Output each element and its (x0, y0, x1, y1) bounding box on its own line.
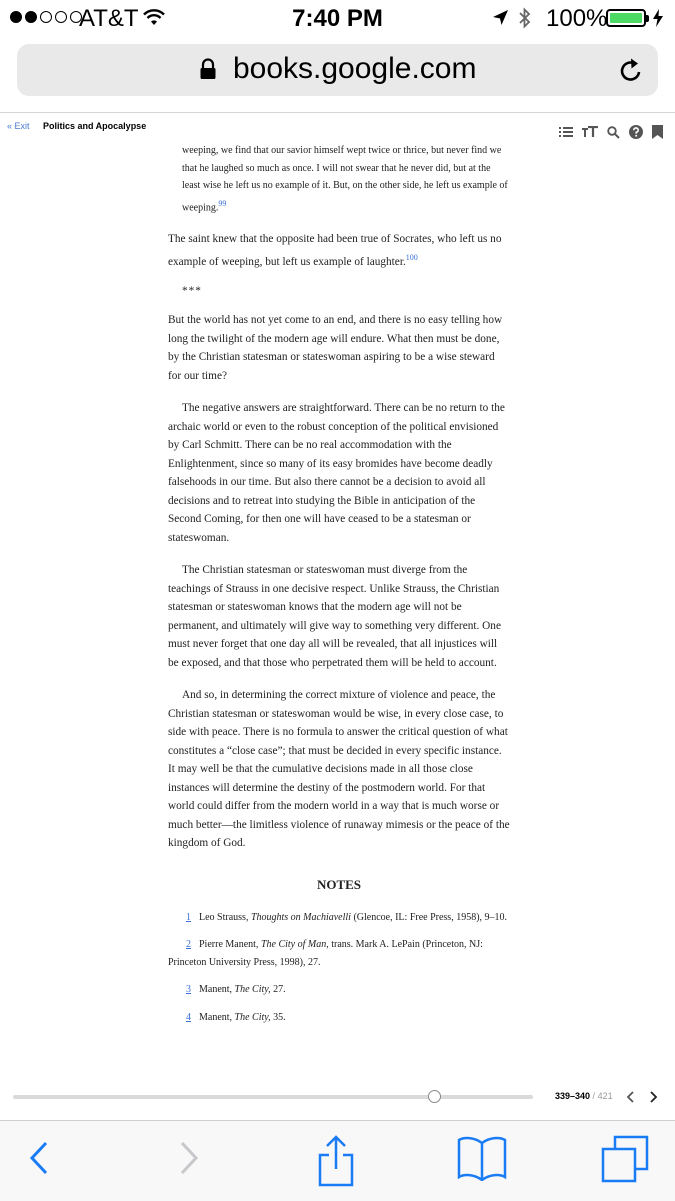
bookmarks-icon[interactable] (456, 1135, 508, 1181)
url-text[interactable]: books.google.com (232, 52, 477, 85)
note-title: The City of Man, (260, 939, 329, 951)
share-icon[interactable] (316, 1135, 356, 1187)
total-pages: 421 (597, 1091, 613, 1101)
paragraph (168, 230, 510, 271)
contents-list-icon[interactable] (559, 126, 573, 138)
progress-track[interactable] (13, 1095, 533, 1099)
tabs-icon[interactable] (600, 1135, 650, 1185)
lock-icon (199, 58, 217, 80)
status-bar (0, 0, 675, 38)
note-text: (Glencoe, IL: Free Press, 1958), 9–10. (350, 911, 508, 923)
back-icon[interactable] (22, 1135, 56, 1181)
note-number[interactable]: 4 (186, 1011, 191, 1023)
charging-bolt-icon (652, 8, 664, 28)
next-page-icon[interactable] (648, 1091, 658, 1103)
footnote-ref[interactable]: 100 (405, 252, 418, 262)
search-icon[interactable] (607, 126, 620, 139)
paragraph-text: The saint knew that the opposite had been true of Socrates, who left us no example of weeping, but left us example of laughter. (168, 233, 502, 268)
note-number[interactable]: 2 (186, 939, 191, 951)
note-text: 35. (270, 1011, 286, 1023)
page-separator: / (590, 1091, 598, 1101)
clock: 7:40 PM (292, 5, 383, 32)
paragraph: But the world has not yet come to an end, and there is no easy telling how long the twilight of the modern age will endure. What then must be done, by the Christian statesman or stateswoman aspiring to be a wise steward for our time? (168, 314, 503, 382)
note-title: Thoughts on Machiavelli (250, 911, 351, 923)
text-size-icon[interactable] (582, 126, 598, 138)
note-text: Leo Strauss, (199, 911, 251, 923)
note-title: The City, (234, 1011, 271, 1023)
note-item (168, 981, 510, 999)
book-title: Politics and Apocalypse (43, 121, 147, 131)
note-item (168, 936, 510, 971)
note-text: Manent, (199, 1011, 235, 1023)
note-title: The City, (234, 984, 271, 996)
note-text: Pierre Manent, (199, 939, 261, 951)
paragraph: The negative answers are straightforward. There can be no return to the archaic world or even to the robust conception of the political envisioned by Carl Schmitt. There can be no real accommodation with the Enlightenment, since so many of its easy bromides have become deadly falsehoods in our time. But also there cannot be a decision to avoid all decisions and to retreat into studying the Bible in anticipation of the Second Coming, for then one will have ceased to be a statesman or stateswoman. (168, 402, 505, 544)
battery-percent: 100% (546, 5, 608, 32)
reader-header (0, 112, 675, 143)
page-counter (555, 1091, 613, 1101)
book-page (168, 142, 510, 1036)
note-number[interactable]: 3 (186, 984, 191, 996)
previous-page-icon[interactable] (626, 1091, 636, 1103)
reload-icon[interactable] (618, 56, 644, 84)
footnote-ref[interactable]: 99 (218, 198, 227, 208)
progress-knob[interactable] (428, 1090, 441, 1103)
note-item (168, 909, 510, 927)
note-item (168, 1009, 510, 1027)
notes-heading: NOTES (316, 876, 362, 892)
battery-icon (606, 9, 646, 27)
forward-icon[interactable] (172, 1135, 206, 1181)
reader-tools (559, 125, 663, 139)
current-pages: 339–340 (555, 1091, 591, 1101)
note-number[interactable]: 1 (186, 911, 191, 923)
paragraph: The Christian statesman or stateswoman must diverge from the teachings of Strauss in one decisive respect. Unlike Strauss, the Christian statesman or stateswoman knows that the modern age will not be permanent, and ultimately will give way to something very different. One must never forget that one day all will be revealed, that all injustices will be exposed, and that those who perpetrated them will be held to account. (168, 564, 501, 669)
address-bar[interactable] (17, 44, 658, 96)
quote-text: weeping, we find that our savior himself wept twice or thrice, but never find we that he laughed so much as once. I will not swear that he never did, but at the least wise he left us no example of it. But, on the other side, he left us example of weeping. (182, 145, 508, 213)
section-break: *** (182, 285, 202, 298)
paragraph: And so, in determining the correct mixture of violence and peace, the Christian statesman or stateswoman would be wise, in every close case, to side with peace. There is no formula to answer the critical question of what constitutes a “close case”; that must be decided in every specific instance. It may well be that the cumulative decisions made in all those close instances will determine the destiny of the postmodern world. For that world could differ from the modern world in a way that is much worse or much better—the limitless violence of runaway mimesis or the peace of the kingdom of God. (168, 689, 510, 850)
help-icon[interactable] (629, 125, 643, 139)
note-text: 27. (270, 984, 286, 996)
note-text: trans. Mark A. LePain (Princeton, NJ: Princeton University Press, 1998), 27. (168, 939, 483, 968)
carrier-name: AT&T (79, 5, 139, 32)
page-progress (0, 1082, 675, 1112)
exit-link[interactable]: « Exit (7, 121, 30, 131)
browser-toolbar (0, 1120, 675, 1201)
note-text: Manent, (199, 984, 235, 996)
block-quote (182, 142, 510, 216)
location-arrow-icon (492, 9, 510, 27)
bookmark-icon[interactable] (652, 125, 663, 139)
bluetooth-icon (518, 7, 532, 29)
